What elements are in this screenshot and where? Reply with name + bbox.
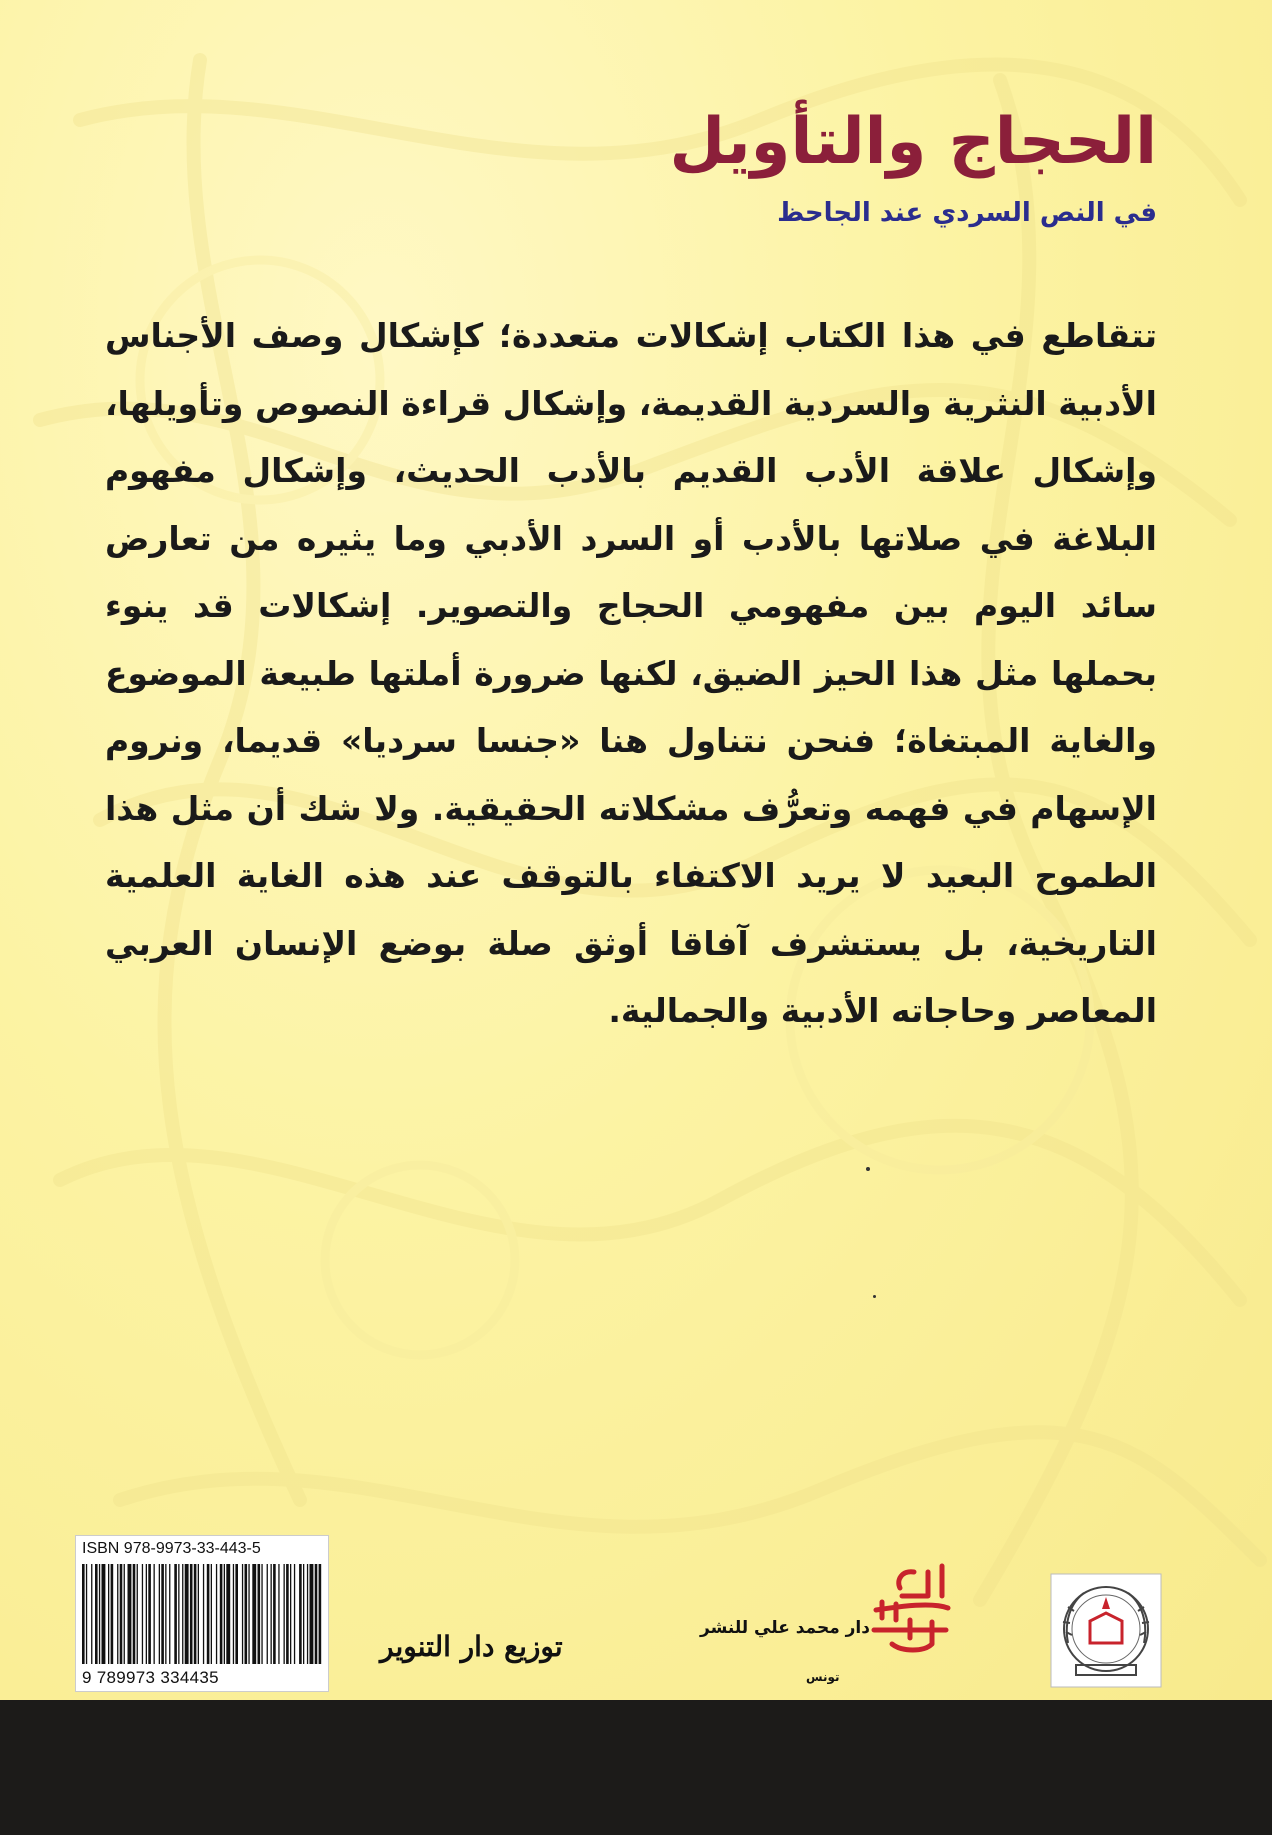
barcode-bar: [108, 1564, 109, 1664]
barcode-bar: [284, 1564, 285, 1664]
isbn-label: ISBN 978-9973-33-443-5: [82, 1540, 261, 1557]
barcode-bar: [216, 1564, 217, 1664]
publisher-emblem-icon: [1050, 1573, 1162, 1688]
barcode-bar: [299, 1564, 302, 1664]
barcode-bar: [194, 1564, 197, 1664]
barcode-bar: [310, 1564, 314, 1664]
barcode-bar: [91, 1564, 92, 1664]
isbn-barcode: [75, 1535, 329, 1692]
barcode-bar: [278, 1564, 279, 1664]
book-title: الحجاج والتأويل: [669, 105, 1157, 179]
barcode-bar: [99, 1564, 100, 1664]
barcode-bar: [252, 1564, 256, 1664]
barcode-bar: [207, 1564, 210, 1664]
barcode-bar: [273, 1564, 276, 1664]
barcode-bar: [307, 1564, 308, 1664]
barcode-bar: [235, 1564, 238, 1664]
barcode-bar: [137, 1564, 138, 1664]
barcode-bar: [124, 1564, 125, 1664]
barcode-bar: [95, 1564, 98, 1664]
barcode-bar: [154, 1564, 155, 1664]
barcode-bar: [111, 1564, 114, 1664]
barcode-bar: [161, 1564, 164, 1664]
publisher-logo: [862, 1558, 958, 1658]
barcode-bar: [220, 1564, 223, 1664]
barcode-bar: [286, 1564, 289, 1664]
barcode-bar: [86, 1564, 87, 1664]
barcode-bar: [82, 1564, 85, 1664]
barcode-bar: [245, 1564, 248, 1664]
barcode-bar: [315, 1564, 318, 1664]
barcode-bar: [211, 1564, 212, 1664]
barcode-bar: [267, 1564, 268, 1664]
barcode-bar: [169, 1564, 170, 1664]
distribution-text: توزيع دار التنوير: [380, 1630, 563, 1663]
barcode-bar: [290, 1564, 291, 1664]
publisher-city: تونس: [806, 1670, 840, 1684]
barcode-bar: [182, 1564, 183, 1664]
barcode-bar: [148, 1564, 151, 1664]
barcode-bar: [142, 1564, 143, 1664]
barcode-bar: [303, 1564, 304, 1664]
print-speck: [873, 1295, 876, 1298]
barcode-bar: [159, 1564, 160, 1664]
barcode-bar: [294, 1564, 295, 1664]
barcode-bar: [319, 1564, 322, 1664]
barcode-bar: [271, 1564, 272, 1664]
barcode-bar: [248, 1564, 249, 1664]
barcode-bar: [102, 1564, 106, 1664]
barcode-digits: 9 789973 334435: [82, 1668, 219, 1687]
barcode-bar: [185, 1564, 189, 1664]
barcode-bar: [258, 1564, 261, 1664]
barcode-bar: [165, 1564, 166, 1664]
barcode-bar: [146, 1564, 147, 1664]
bottom-dark-strip: [0, 1700, 1272, 1835]
book-blurb: تتقاطع في هذا الكتاب إشكالات متعددة؛ كإشكال وصف الأجناس الأدبية النثرية والسردية القديمة، وإشكال قراءة النصوص وتأويلها، وإشكال علاقة الأدب القديم بالأدب الحديث، وإشكال مفهوم البلاغة في صلاتها بالأدب أو السرد الأدبي وما يثيره من تعارض سائد اليوم بين مفهومي الحجاج والتصوير. إشكالات قد ينوء بحملها مثل هذا الحيز الضيق، لكنها ضرورة أملتها طبيعة الموضوع والغاية المبتغاة؛ فنحن نتناول هنا «جنسا سرديا» قديما، ونروم الإسهام في فهمه وتعرُّف مشكلاته الحقيقية. ولا شك أن مثل هذا الطموح البعيد لا يريد الاكتفاء بالتوقف عند هذه الغاية العلمية التاريخية، بل يستشرف آفاقا أوثق صلة بوضع الإنسان العربي المعاصر وحاجاته الأدبية والجمالية.: [105, 316, 1157, 1030]
barcode-bar: [133, 1564, 136, 1664]
barcode-bar: [120, 1564, 123, 1664]
publisher-name: دار محمد علي للنشر: [700, 1618, 870, 1638]
barcode-bar: [233, 1564, 234, 1664]
barcode-bar: [174, 1564, 177, 1664]
barcode-bar: [190, 1564, 193, 1664]
barcode-bar: [178, 1564, 179, 1664]
barcode-bar: [117, 1564, 118, 1664]
barcode-bar: [128, 1564, 132, 1664]
barcode-bar: [261, 1564, 262, 1664]
print-speck: [866, 1167, 870, 1171]
barcode-bar: [198, 1564, 199, 1664]
barcode-bar: [203, 1564, 204, 1664]
barcode-bar: [242, 1564, 243, 1664]
barcode-bars: [82, 1564, 322, 1664]
book-subtitle: في النص السردي عند الجاحظ: [777, 198, 1157, 228]
barcode-bar: [226, 1564, 230, 1664]
barcode-bar: [224, 1564, 225, 1664]
